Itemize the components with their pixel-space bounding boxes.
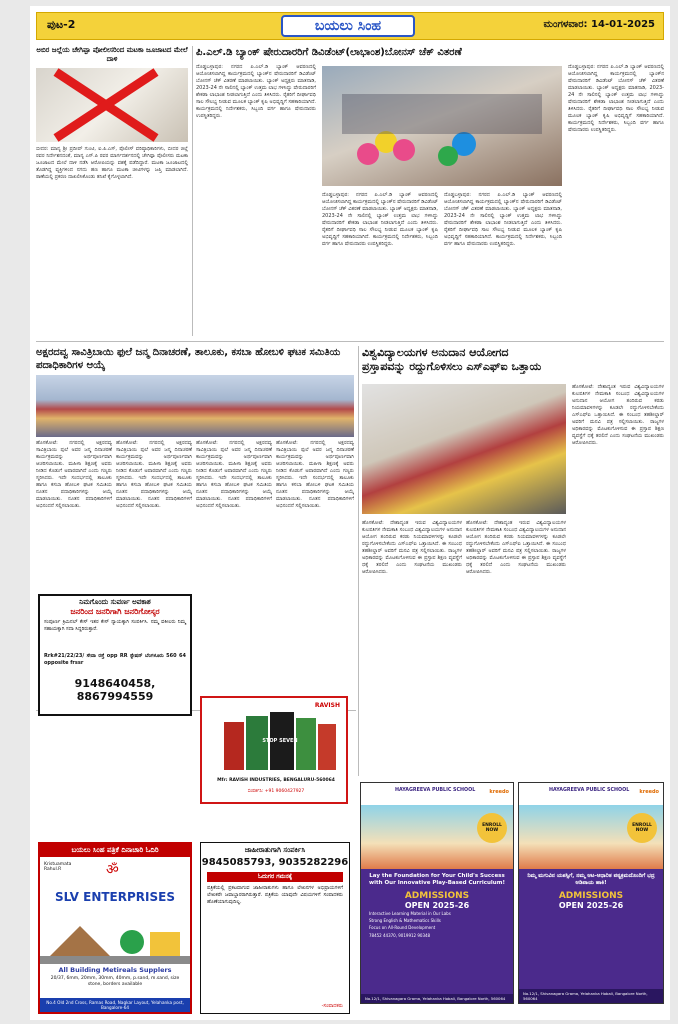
- feature-point: Interactive Learning Material in Our Labs: [369, 911, 451, 916]
- story-body-col2: ಹೊಸಕೋಟೆ: ನಗರದಲ್ಲಿ ಅಕ್ಷರದವ್ವ ಸಾವಿತ್ರಿಬಾಯಿ ಫುಲೆ ಅವರ ಜನ್ಮ ದಿನಾಚರಣೆ ಕಾರ್ಯಕ್ರಮವನ್ನು ಅರ್ಥಪೂರ್ಣವಾಗಿ ಆಚರಿಸಲಾಯಿತು. ಮಹಿಳಾ ಶಿಕ್ಷಣಕ್ಕೆ ಅವರು ನೀಡಿದ ಕೊಡುಗೆ ಅಪಾರವಾಗಿದೆ ಎಂದು ಗಣ್ಯರು ಸ್ಮರಿಸಿದರು. ಇದೇ ಸಂದರ್ಭದಲ್ಲಿ ತಾಲೂಕು ಹಾಗೂ ಕಸಬಾ ಹೋಬಳಿ ಘಟಕ ಸಮಿತಿಯ ನೂತನ ಪದಾಧಿಕಾರಿಗಳನ್ನು ಆಯ್ಕೆ ಮಾಡಲಾಯಿತು. ನೂತನ ಪದಾಧಿಕಾರಿಗಳಿಗೆ ಅಭಿನಂದನೆ ಸಲ್ಲಿಸಲಾಯಿತು.: [116, 440, 192, 509]
- feature-point: Focus on All-Round Development: [369, 925, 436, 930]
- advertise-contact-box: [200, 842, 350, 1014]
- ravish-manufacturer: Mfr: RAVISH INDUSTRIES, BENGALURU-560064: [217, 778, 335, 783]
- notice-body: ಸಂಪೂರ್ಣ ಕ್ರಿಮಿನಲ್ ಕೇಸ್ ಇತರ ಕೇಸ್ ನ್ಯಾಯಕ್ಕಾಗಿ ಸಂಪರ್ಕಿಸಿ. ನಮ್ಮ ವಕೀಲರು ನಿಮ್ಮ ಸಹಾಯಕ್ಕಾಗಿ ಸದಾ ಸಿದ್ಧರಿರುತ್ತಾರೆ.: [44, 619, 186, 632]
- ravish-product-ad: [200, 696, 348, 804]
- story-body-side: ಹೊಸಕೋಟೆ: ದೇಶಾದ್ಯಂತ ಇರುವ ವಿಶ್ವವಿದ್ಯಾಲಯಗಳ ಕುಲಪತಿಗಳ ನೇಮಕಾತಿ ಸಂಬಂಧ ವಿಶ್ವವಿದ್ಯಾಲಯಗಳ ಅನುದಾನ ಆಯೋಗ ತಂದಿರುವ ಕರಡು ನಿಯಮಾವಳಿಗಳನ್ನು ಕೂಡಲೇ ರದ್ದುಗೊಳಿಸಬೇಕೆಂದು ಎಸ್‌ಎಫ್‌ಐ ಒತ್ತಾಯಿಸಿದೆ. ಈ ಸಂಬಂಧ ತಹಶೀಲ್ದಾರ್ ಅವರಿಗೆ ಮನವಿ ಪತ್ರ ಸಲ್ಲಿಸಲಾಯಿತು. ರಾಜ್ಯಗಳ ಅಧಿಕಾರವನ್ನು ಮೊಟಕುಗೊಳಿಸುವ ಈ ಪ್ರಸ್ತಾಪ ಶಿಕ್ಷಣ ವ್ಯವಸ್ಥೆಗೆ ಧಕ್ಕೆ ತರಲಿದೆ ಎಂದು ಸಂಘಟನೆಯ ಮುಖಂಡರು ಆರೋಪಿಸಿದರು.: [572, 384, 664, 446]
- story-body-col4: ದೊಡ್ಡಬಳ್ಳಾಪುರ: ನಗರದ ಪಿ.ಎಲ್.ಡಿ ಬ್ಯಾಂಕ್ ಆವರಣದಲ್ಲಿ ಆಯೋಜಿಸಲಾಗಿದ್ದ ಕಾರ್ಯಕ್ರಮದಲ್ಲಿ ಬ್ಯಾಂಕ್‌ನ ಷೇರುದಾರರಿಗೆ ಡಿವಿಡೆಂಟ್ ಬೋನಸ್ ಚೆಕ್ ವಿತರಣೆ ಮಾಡಲಾಯಿತು. ಬ್ಯಾಂಕ್ ಅಧ್ಯಕ್ಷರು ಮಾತನಾಡಿ, 2023-24 ನೇ ಸಾಲಿನಲ್ಲಿ ಬ್ಯಾಂಕ್ ಉತ್ತಮ ಲಾಭ ಗಳಿಸಿದ್ದು ಷೇರುದಾರರಿಗೆ ಶೇಕಡಾ ಲಾಭಾಂಶ ನೀಡಲಾಗುತ್ತಿದೆ ಎಂದು ತಿಳಿಸಿದರು. ರೈತರಿಗೆ ದೀರ್ಘಾವಧಿ ಸಾಲ ಸೌಲಭ್ಯ ನೀಡುವ ಮೂಲಕ ಬ್ಯಾಂಕ್ ಕೃಷಿ ಅಭಿವೃದ್ಧಿಗೆ ಸಹಕಾರಿಯಾಗಿದೆ. ಕಾರ್ಯಕ್ರಮದಲ್ಲಿ ನಿರ್ದೇಶಕರು, ಸಿಬ್ಬಂದಿ ವರ್ಗ ಹಾಗೂ ಷೇರುದಾರರು ಉಪಸ್ಥಿತರಿದ್ದರು.: [568, 64, 664, 133]
- school-name: HAYAGREEVA PUBLIC SCHOOL: [549, 788, 630, 793]
- group-photo: [36, 375, 354, 437]
- balloons-icon: [322, 66, 562, 186]
- slv-top-banner: ಬಯಲು ಸಿಂಹ ಪತ್ರಿಕೆ ದಿನಾಚಾರಿ ಓದಿರಿ: [40, 844, 190, 857]
- enroll-badge: ENROLL NOW: [627, 813, 657, 843]
- om-icon: ॐ: [106, 862, 119, 878]
- classroom-photo: [361, 805, 513, 869]
- story-body-col3: ದೊಡ್ಡಬಳ್ಳಾಪುರ: ನಗರದ ಪಿ.ಎಲ್.ಡಿ ಬ್ಯಾಂಕ್ ಆವರಣದಲ್ಲಿ ಆಯೋಜಿಸಲಾಗಿದ್ದ ಕಾರ್ಯಕ್ರಮದಲ್ಲಿ ಬ್ಯಾಂಕ್‌ನ ಷೇರುದಾರರಿಗೆ ಡಿವಿಡೆಂಟ್ ಬೋನಸ್ ಚೆಕ್ ವಿತರಣೆ ಮಾಡಲಾಯಿತು. ಬ್ಯಾಂಕ್ ಅಧ್ಯಕ್ಷರು ಮಾತನಾಡಿ, 2023-24 ನೇ ಸಾಲಿನಲ್ಲಿ ಬ್ಯಾಂಕ್ ಉತ್ತಮ ಲಾಭ ಗಳಿಸಿದ್ದು ಷೇರುದಾರರಿಗೆ ಶೇಕಡಾ ಲಾಭಾಂಶ ನೀಡಲಾಗುತ್ತಿದೆ ಎಂದು ತಿಳಿಸಿದರು. ರೈತರಿಗೆ ದೀರ್ಘಾವಧಿ ಸಾಲ ಸೌಲಭ್ಯ ನೀಡುವ ಮೂಲಕ ಬ್ಯಾಂಕ್ ಕೃಷಿ ಅಭಿವೃದ್ಧಿಗೆ ಸಹಕಾರಿಯಾಗಿದೆ. ಕಾರ್ಯಕ್ರಮದಲ್ಲಿ ನಿರ್ದೇಶಕರು, ಸಿಬ್ಬಂದಿ ವರ್ಗ ಹಾಗೂ ಷೇರುದಾರರು ಉಪಸ್ಥಿತರಿದ್ದರು.: [444, 192, 562, 247]
- admissions-label: ADMISSIONS: [558, 891, 624, 901]
- story-body-col2: ಹೊಸಕೋಟೆ: ದೇಶಾದ್ಯಂತ ಇರುವ ವಿಶ್ವವಿದ್ಯಾಲಯಗಳ ಕುಲಪತಿಗಳ ನೇಮಕಾತಿ ಸಂಬಂಧ ವಿಶ್ವವಿದ್ಯಾಲಯಗಳ ಅನುದಾನ ಆಯೋಗ ತಂದಿರುವ ಕರಡು ನಿಯಮಾವಳಿಗಳನ್ನು ಕೂಡಲೇ ರದ್ದುಗೊಳಿಸಬೇಕೆಂದು ಎಸ್‌ಎಫ್‌ಐ ಒತ್ತಾಯಿಸಿದೆ. ಈ ಸಂಬಂಧ ತಹಶೀಲ್ದಾರ್ ಅವರಿಗೆ ಮನವಿ ಪತ್ರ ಸಲ್ಲಿಸಲಾಯಿತು. ರಾಜ್ಯಗಳ ಅಧಿಕಾರವನ್ನು ಮೊಟಕುಗೊಳಿಸುವ ಈ ಪ್ರಸ್ತಾಪ ಶಿಕ್ಷಣ ವ್ಯವಸ್ಥೆಗೆ ಧಕ್ಕೆ ತರಲಿದೆ ಎಂದು ಸಂಘಟನೆಯ ಮುಖಂಡರು ಆರೋಪಿಸಿದರು.: [466, 520, 566, 575]
- ravish-contact: ಸಂಪರ್ಕಿಸಿ: +91 9060427927: [247, 789, 305, 794]
- column-divider: [358, 346, 359, 776]
- notice-title-2: ಜನರಿಂದ ಜನರಿಗಾಗಿ ಜನರಿಗೋಸ್ಕರ: [70, 607, 160, 616]
- hayagreeva-school-ad-kannada: [518, 782, 664, 1004]
- slv-subtitle: All Building Metireals Supplers: [58, 966, 172, 974]
- admissions-year: OPEN 2025-26: [558, 901, 624, 910]
- building-materials-icon: [40, 906, 190, 964]
- story-matka-raid: [36, 46, 188, 338]
- slv-details: 20/37, 6mm, 20mm, 30mm, 40mm, p.sand, m.sand, size stone, borders available: [50, 976, 180, 987]
- editor-sign: -ಸಂಪಾದಕರು: [321, 1003, 343, 1009]
- story-body-col1: ಹೊಸಕೋಟೆ: ನಗರದಲ್ಲಿ ಅಕ್ಷರದವ್ವ ಸಾವಿತ್ರಿಬಾಯಿ ಫುಲೆ ಅವರ ಜನ್ಮ ದಿನಾಚರಣೆ ಕಾರ್ಯಕ್ರಮವನ್ನು ಅರ್ಥಪೂರ್ಣವಾಗಿ ಆಚರಿಸಲಾಯಿತು. ಮಹಿಳಾ ಶಿಕ್ಷಣಕ್ಕೆ ಅವರು ನೀಡಿದ ಕೊಡುಗೆ ಅಪಾರವಾಗಿದೆ ಎಂದು ಗಣ್ಯರು ಸ್ಮರಿಸಿದರು. ಇದೇ ಸಂದರ್ಭದಲ್ಲಿ ತಾಲೂಕು ಹಾಗೂ ಕಸಬಾ ಹೋಬಳಿ ಘಟಕ ಸಮಿತಿಯ ನೂತನ ಪದಾಧಿಕಾರಿಗಳನ್ನು ಆಯ್ಕೆ ಮಾಡಲಾಯಿತು. ನೂತನ ಪದಾಧಿಕಾರಿಗಳಿಗೆ ಅಭಿನಂದನೆ ಸಲ್ಲಿಸಲಾಯಿತು.: [36, 440, 112, 509]
- story-sfi-demand: [362, 346, 664, 776]
- cross-mark-icon: [36, 68, 188, 142]
- story-pld-bank: [196, 46, 664, 338]
- school-header: [519, 783, 663, 805]
- hayagreeva-school-ad-english: [360, 782, 514, 1004]
- slv-title: SLV ENTERPRISES: [55, 890, 175, 904]
- story-body-col1: ಹೊಸಕೋಟೆ: ದೇಶಾದ್ಯಂತ ಇರುವ ವಿಶ್ವವಿದ್ಯಾಲಯಗಳ ಕುಲಪತಿಗಳ ನೇಮಕಾತಿ ಸಂಬಂಧ ವಿಶ್ವವಿದ್ಯಾಲಯಗಳ ಅನುದಾನ ಆಯೋಗ ತಂದಿರುವ ಕರಡು ನಿಯಮಾವಳಿಗಳನ್ನು ಕೂಡಲೇ ರದ್ದುಗೊಳಿಸಬೇಕೆಂದು ಎಸ್‌ಎಫ್‌ಐ ಒತ್ತಾಯಿಸಿದೆ. ಈ ಸಂಬಂಧ ತಹಶೀಲ್ದಾರ್ ಅವರಿಗೆ ಮನವಿ ಪತ್ರ ಸಲ್ಲಿಸಲಾಯಿತು. ರಾಜ್ಯಗಳ ಅಧಿಕಾರವನ್ನು ಮೊಟಕುಗೊಳಿಸುವ ಈ ಪ್ರಸ್ತಾಪ ಶಿಕ್ಷಣ ವ್ಯವಸ್ಥೆಗೆ ಧಕ್ಕೆ ತರಲಿದೆ ಎಂದು ಸಂಘಟನೆಯ ಮುಖಂಡರು ಆರೋಪಿಸಿದರು.: [362, 520, 462, 575]
- section-divider: [36, 341, 664, 342]
- matka-photo: [36, 68, 188, 142]
- story-body: ಬೀದರ: ಮಾನ್ಯ ಶ್ರೀ ಪ್ರದೀಪ್ ಗುಂಟಿ, ಐ.ಪಿ.ಎಸ್, ಪೊಲೀಸ್ ವರಿಷ್ಠಾಧಿಕಾರಿಗಳು, ಬೀದರ ಜಿಲ್ಲೆ ರವರ ನಿರ್ದೇಶನದಂತೆ, ಮಾನ್ಯ ಎಸ್.ಪಿ ರವರ ಮಾರ್ಗದರ್ಶನದಲ್ಲಿ ಚೇಗಿಪ್ಪಾ ಪೊಲೀಸರು ಮಟಕಾ ಜೂಜಾಟದ ಮೇಲೆ ದಾಳಿ ನಡೆಸಿ ಆರೋಪಿಯನ್ನು ವಶಕ್ಕೆ ಪಡೆದಿದ್ದಾರೆ. ಮಟಕಾ ಜೂಜಾಟದಲ್ಲಿ ತೊಡಗಿದ್ದ ವ್ಯಕ್ತಿಗಳಿಂದ ನಗದು ಹಣ ಹಾಗೂ ಮಟಕಾ ಚೀಟಿಗಳನ್ನು ಜಪ್ತಿ ಮಾಡಲಾಗಿದೆ. ಠಾಣೆಯಲ್ಲಿ ಪ್ರಕರಣ ದಾಖಲಿಸಿಕೊಂಡು ತನಿಖೆ ಕೈಗೊಳ್ಳಲಾಗಿದೆ.: [36, 146, 188, 180]
- product-name: STOP SEVEN: [262, 738, 298, 744]
- story-headline-line1: ವಿಶ್ವವಿದ್ಯಾಲಯಗಳ ಅನುದಾನ ಆಯೋಗದ: [362, 346, 509, 359]
- story-headline-line2: ಪ್ರಸ್ತಾಪವನ್ನು ರದ್ದುಗೊಳಿಸಲು ಎಸ್‌ಎಫ್‌ಐ ಒತ್ತಾಯ: [362, 360, 542, 373]
- school-phones: 78452 44370, 9019912 90348: [369, 933, 431, 938]
- feature-point: Strong English & Mathematics Skills: [369, 918, 441, 923]
- story-headline: ಅಕ್ಷರದವ್ವ ಸಾವಿತ್ರಿಬಾಯಿ ಫುಲೆ ಜನ್ಮ ದಿನಾಚರಣೆ, ತಾಲೂಕು, ಕಸಬಾ ಹೋಬಳಿ ಘಟಕ ಸಮಿತಿಯ ಪದಾಧಿಕಾರಿಗಳ ಆಯ್ಕೆ: [36, 347, 341, 371]
- page-header: [36, 12, 664, 40]
- story-body-col4: ಹೊಸಕೋಟೆ: ನಗರದಲ್ಲಿ ಅಕ್ಷರದವ್ವ ಸಾವಿತ್ರಿಬಾಯಿ ಫುಲೆ ಅವರ ಜನ್ಮ ದಿನಾಚರಣೆ ಕಾರ್ಯಕ್ರಮವನ್ನು ಅರ್ಥಪೂರ್ಣವಾಗಿ ಆಚರಿಸಲಾಯಿತು. ಮಹಿಳಾ ಶಿಕ್ಷಣಕ್ಕೆ ಅವರು ನೀಡಿದ ಕೊಡುಗೆ ಅಪಾರವಾಗಿದೆ ಎಂದು ಗಣ್ಯರು ಸ್ಮರಿಸಿದರು. ಇದೇ ಸಂದರ್ಭದಲ್ಲಿ ತಾಲೂಕು ಹಾಗೂ ಕಸಬಾ ಹೋಬಳಿ ಘಟಕ ಸಮಿತಿಯ ನೂತನ ಪದಾಧಿಕಾರಿಗಳನ್ನು ಆಯ್ಕೆ ಮಾಡಲಾಯಿತು. ನೂತನ ಪದಾಧಿಕಾರಿಗಳಿಗೆ ಅಭಿನಂದನೆ ಸಲ್ಲಿಸಲಾಯಿತು.: [276, 440, 354, 509]
- enroll-badge: ENROLL NOW: [477, 813, 507, 843]
- kreedo-logo: kreedo: [639, 789, 659, 795]
- slv-owner-label: Kristuamata Rahul.R: [44, 862, 72, 872]
- admissions-label: ADMISSIONS: [404, 891, 470, 901]
- classroom-photo: [519, 805, 663, 869]
- school-header: [361, 783, 513, 805]
- column-divider: [192, 46, 193, 336]
- notice-title-1: ನಿಮಗೊಂದು ಸುವರ್ಣ ಅವಕಾಶ: [79, 598, 151, 606]
- readers-note-heading: ಓದುಗರ ಗಮನಕ್ಕೆ: [207, 872, 343, 882]
- school-tagline: ನಿಮ್ಮ ಮಗುವಿನ ಯಶಸ್ಸಿಗೆ, ನಮ್ಮ ಆಟ-ಆಧಾರಿತ ಪಠ್ಯಕ್ರಮದೊಂದಿಗೆ ಭದ್ರ ಅಡಿಪಾಯ ಹಾಕಿ!: [527, 873, 655, 886]
- slv-address: No.4 Old 2nd Cross, Ramas Road, Nagkar Layout, Yelahanka post, Bangalore-64: [40, 998, 190, 1012]
- admissions-year: OPEN 2025-26: [404, 901, 470, 910]
- story-headline: ಅಬಿರ ಜಲ್ಲೆಯ ಚೇಗಿಪ್ಪಾ ಪೋಲೀಸರಿಂದ ಮಟಕಾ ಜೂಜಾಟದ ಮೇಲೆ ದಾಳಿ: [36, 46, 188, 63]
- story-body-col1: ದೊಡ್ಡಬಳ್ಳಾಪುರ: ನಗರದ ಪಿ.ಎಲ್.ಡಿ ಬ್ಯಾಂಕ್ ಆವರಣದಲ್ಲಿ ಆಯೋಜಿಸಲಾಗಿದ್ದ ಕಾರ್ಯಕ್ರಮದಲ್ಲಿ ಬ್ಯಾಂಕ್‌ನ ಷೇರುದಾರರಿಗೆ ಡಿವಿಡೆಂಟ್ ಬೋನಸ್ ಚೆಕ್ ವಿತರಣೆ ಮಾಡಲಾಯಿತು. ಬ್ಯಾಂಕ್ ಅಧ್ಯಕ್ಷರು ಮಾತನಾಡಿ, 2023-24 ನೇ ಸಾಲಿನಲ್ಲಿ ಬ್ಯಾಂಕ್ ಉತ್ತಮ ಲಾಭ ಗಳಿಸಿದ್ದು ಷೇರುದಾರರಿಗೆ ಶೇಕಡಾ ಲಾಭಾಂಶ ನೀಡಲಾಗುತ್ತಿದೆ ಎಂದು ತಿಳಿಸಿದರು. ರೈತರಿಗೆ ದೀರ್ಘಾವಧಿ ಸಾಲ ಸೌಲಭ್ಯ ನೀಡುವ ಮೂಲಕ ಬ್ಯಾಂಕ್ ಕೃಷಿ ಅಭಿವೃದ್ಧಿಗೆ ಸಹಕಾರಿಯಾಗಿದೆ. ಕಾರ್ಯಕ್ರಮದಲ್ಲಿ ನಿರ್ದೇಶಕರು, ಸಿಬ್ಬಂದಿ ವರ್ಗ ಹಾಗೂ ಷೇರುದಾರರು ಉಪಸ್ಥಿತರಿದ್ದರು.: [196, 64, 316, 119]
- memorandum-photo: [362, 384, 566, 514]
- masthead-title: ಬಯಲು ಸಿಂಹ: [281, 15, 415, 37]
- school-address: No.12/1, Shivanagara Grama, Yelahanka Hobali, Bangalore North, 560064: [361, 994, 513, 1003]
- readers-note-body: ಪತ್ರಿಕೆಯಲ್ಲಿ ಪ್ರಕಟವಾಗುವ ಜಾಹೀರಾತುಗಳು ಹಾಗೂ ಲೇಖನಗಳ ಅಭಿಪ್ರಾಯಗಳಿಗೆ ಲೇಖಕರೇ ಜವಾಬ್ದಾರರಾಗಿರುತ್ತಾರೆ. ಪತ್ರಿಕೆಯ ಯಾವುದೇ ವಿಷಯಗಳಿಗೆ ಸಂಪಾದಕರು ಹೊಣೆಯಾಗುವುದಿಲ್ಲ.: [207, 885, 343, 905]
- issue-date: ಮಂಗಳವಾರ: 14-01-2025: [543, 19, 655, 30]
- kreedo-logo: kreedo: [489, 789, 509, 795]
- newspaper-page: [30, 6, 670, 1020]
- story-headline: ಪಿ.ಎಲ್.ಡಿ ಬ್ಯಾಂಕ್ ಷೇರುದಾರರಿಗೆ ಡಿವಿಡೆಂಟ್(ಲಾಭಾಂಶ)ಬೋನಸ್ ಚೆಕ್ ವಿತರಣೆ: [196, 47, 462, 58]
- contact-title: ಜಾಹೀರಾತುಗಾಗಿ ಸಂಪರ್ಕಿಸಿ: [244, 846, 306, 854]
- story-body-col2: ದೊಡ್ಡಬಳ್ಳಾಪುರ: ನಗರದ ಪಿ.ಎಲ್.ಡಿ ಬ್ಯಾಂಕ್ ಆವರಣದಲ್ಲಿ ಆಯೋಜಿಸಲಾಗಿದ್ದ ಕಾರ್ಯಕ್ರಮದಲ್ಲಿ ಬ್ಯಾಂಕ್‌ನ ಷೇರುದಾರರಿಗೆ ಡಿವಿಡೆಂಟ್ ಬೋನಸ್ ಚೆಕ್ ವಿತರಣೆ ಮಾಡಲಾಯಿತು. ಬ್ಯಾಂಕ್ ಅಧ್ಯಕ್ಷರು ಮಾತನಾಡಿ, 2023-24 ನೇ ಸಾಲಿನಲ್ಲಿ ಬ್ಯಾಂಕ್ ಉತ್ತಮ ಲಾಭ ಗಳಿಸಿದ್ದು ಷೇರುದಾರರಿಗೆ ಶೇಕಡಾ ಲಾಭಾಂಶ ನೀಡಲಾಗುತ್ತಿದೆ ಎಂದು ತಿಳಿಸಿದರು. ರೈತರಿಗೆ ದೀರ್ಘಾವಧಿ ಸಾಲ ಸೌಲಭ್ಯ ನೀಡುವ ಮೂಲಕ ಬ್ಯಾಂಕ್ ಕೃಷಿ ಅಭಿವೃದ್ಧಿಗೆ ಸಹಕಾರಿಯಾಗಿದೆ. ಕಾರ್ಯಕ್ರಮದಲ್ಲಿ ನಿರ್ದೇಶಕರು, ಸಿಬ್ಬಂದಿ ವರ್ಗ ಹಾಗೂ ಷೇರುದಾರರು ಉಪಸ್ಥಿತರಿದ್ದರು.: [322, 192, 438, 247]
- ravish-logo: RAVISH: [314, 702, 340, 709]
- slv-enterprises-ad: [38, 842, 192, 1014]
- legal-notice-ad: [38, 594, 192, 716]
- contact-phones: 9845085793, 9035282296: [201, 857, 349, 868]
- school-tagline: Lay the Foundation for Your Child's Success with Our Innovative Play-Based Curriculum!: [369, 873, 505, 886]
- story-body-col3: ಹೊಸಕೋಟೆ: ನಗರದಲ್ಲಿ ಅಕ್ಷರದವ್ವ ಸಾವಿತ್ರಿಬಾಯಿ ಫುಲೆ ಅವರ ಜನ್ಮ ದಿನಾಚರಣೆ ಕಾರ್ಯಕ್ರಮವನ್ನು ಅರ್ಥಪೂರ್ಣವಾಗಿ ಆಚರಿಸಲಾಯಿತು. ಮಹಿಳಾ ಶಿಕ್ಷಣಕ್ಕೆ ಅವರು ನೀಡಿದ ಕೊಡುಗೆ ಅಪಾರವಾಗಿದೆ ಎಂದು ಗಣ್ಯರು ಸ್ಮರಿಸಿದರು. ಇದೇ ಸಂದರ್ಭದಲ್ಲಿ ತಾಲೂಕು ಹಾಗೂ ಕಸಬಾ ಹೋಬಳಿ ಘಟಕ ಸಮಿತಿಯ ನೂತನ ಪದಾಧಿಕಾರಿಗಳನ್ನು ಆಯ್ಕೆ ಮಾಡಲಾಯಿತು. ನೂತನ ಪದಾಧಿಕಾರಿಗಳಿಗೆ ಅಭಿನಂದನೆ ಸಲ್ಲಿಸಲಾಯಿತು.: [196, 440, 272, 509]
- school-name: HAYAGREEVA PUBLIC SCHOOL: [395, 788, 476, 793]
- school-address: No.12/1, Shivanagara Grama, Yelahanka Hobali, Bangalore North, 560064: [519, 989, 663, 1003]
- bank-event-photo: [322, 66, 562, 186]
- notice-phones: 9148640458, 8867994559: [74, 677, 156, 703]
- page-number: ಪುಟ-2: [47, 18, 76, 31]
- notice-address: Rrk#21/22/23/ ಸೇವಾ ರಸ್ತೆ opp RR ಸ್ಟೇಷನ್ ಬೆಂಗಳೂರು 560 64 opposite frssr: [44, 653, 186, 666]
